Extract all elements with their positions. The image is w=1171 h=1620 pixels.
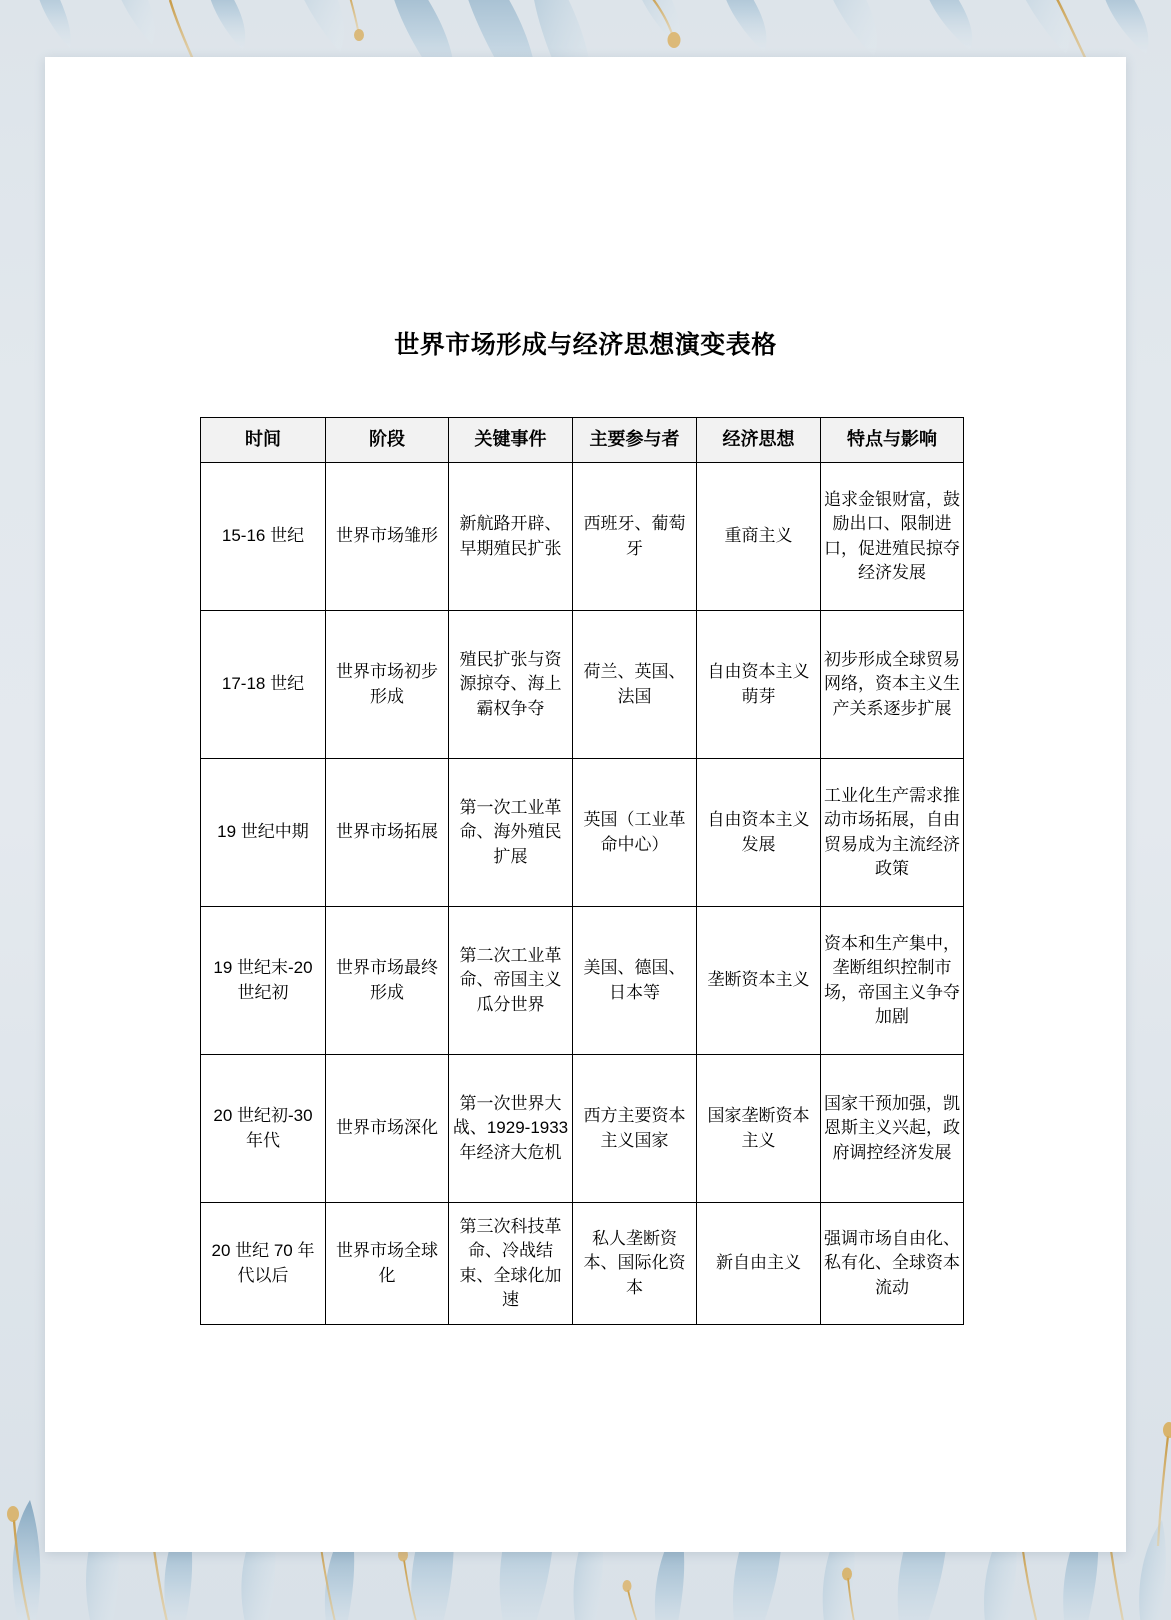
cell-features-impact: 国家干预加强，凯恩斯主义兴起，政府调控经济发展: [821, 1055, 964, 1203]
cell-participants: 私人垄断资本、国际化资本: [573, 1203, 697, 1325]
cell-economic-thought: 自由资本主义发展: [697, 759, 821, 907]
column-header-key-events: 关键事件: [449, 418, 573, 463]
cell-key-events: 新航路开辟、早期殖民扩张: [449, 463, 573, 611]
table-container: [200, 417, 963, 1325]
column-header-participants: 主要参与者: [573, 418, 697, 463]
cell-time: 20 世纪初-30 年代: [201, 1055, 326, 1203]
cell-participants: 西班牙、葡萄牙: [573, 463, 697, 611]
cell-features-impact: 追求金银财富，鼓励出口、限制进口，促进殖民掠夺经济发展: [821, 463, 964, 611]
cell-key-events: 殖民扩张与资源掠夺、海上霸权争夺: [449, 611, 573, 759]
cell-economic-thought: 新自由主义: [697, 1203, 821, 1325]
document-page: [45, 57, 1126, 1552]
cell-participants: 荷兰、英国、法国: [573, 611, 697, 759]
page-title: 世界市场形成与经济思想演变表格: [394, 331, 777, 359]
cell-key-events: 第二次工业革命、帝国主义瓜分世界: [449, 907, 573, 1055]
table-row: [201, 759, 964, 907]
table-row: [201, 907, 964, 1055]
table-row: [201, 1055, 964, 1203]
column-header-features-impact: 特点与影响: [821, 418, 964, 463]
cell-time: 15-16 世纪: [201, 463, 326, 611]
cell-stage: 世界市场全球化: [326, 1203, 449, 1325]
cell-stage: 世界市场初步形成: [326, 611, 449, 759]
cell-economic-thought: 重商主义: [697, 463, 821, 611]
table-header-row: [201, 418, 964, 463]
cell-features-impact: 初步形成全球贸易网络，资本主义生产关系逐步扩展: [821, 611, 964, 759]
cell-features-impact: 工业化生产需求推动市场拓展，自由贸易成为主流经济政策: [821, 759, 964, 907]
cell-time: 20 世纪 70 年代以后: [201, 1203, 326, 1325]
cell-stage: 世界市场拓展: [326, 759, 449, 907]
table-row: [201, 611, 964, 759]
cell-key-events: 第一次世界大战、1929-1933 年经济大危机: [449, 1055, 573, 1203]
cell-economic-thought: 自由资本主义萌芽: [697, 611, 821, 759]
cell-stage: 世界市场雏形: [326, 463, 449, 611]
table-row: [201, 1203, 964, 1325]
cell-economic-thought: 垄断资本主义: [697, 907, 821, 1055]
cell-time: 17-18 世纪: [201, 611, 326, 759]
world-market-evolution-table: [200, 417, 964, 1325]
column-header-time: 时间: [201, 418, 326, 463]
cell-time: 19 世纪中期: [201, 759, 326, 907]
cell-features-impact: 资本和生产集中，垄断组织控制市场，帝国主义争夺加剧: [821, 907, 964, 1055]
cell-participants: 西方主要资本主义国家: [573, 1055, 697, 1203]
cell-features-impact: 强调市场自由化、私有化、全球资本流动: [821, 1203, 964, 1325]
cell-key-events: 第三次科技革命、冷战结束、全球化加速: [449, 1203, 573, 1325]
cell-stage: 世界市场深化: [326, 1055, 449, 1203]
cell-time: 19 世纪末-20 世纪初: [201, 907, 326, 1055]
column-header-stage: 阶段: [326, 418, 449, 463]
cell-participants: 美国、德国、日本等: [573, 907, 697, 1055]
cell-participants: 英国（工业革命中心）: [573, 759, 697, 907]
cell-economic-thought: 国家垄断资本主义: [697, 1055, 821, 1203]
cell-stage: 世界市场最终形成: [326, 907, 449, 1055]
column-header-economic-thought: 经济思想: [697, 418, 821, 463]
cell-key-events: 第一次工业革命、海外殖民扩展: [449, 759, 573, 907]
table-row: [201, 463, 964, 611]
